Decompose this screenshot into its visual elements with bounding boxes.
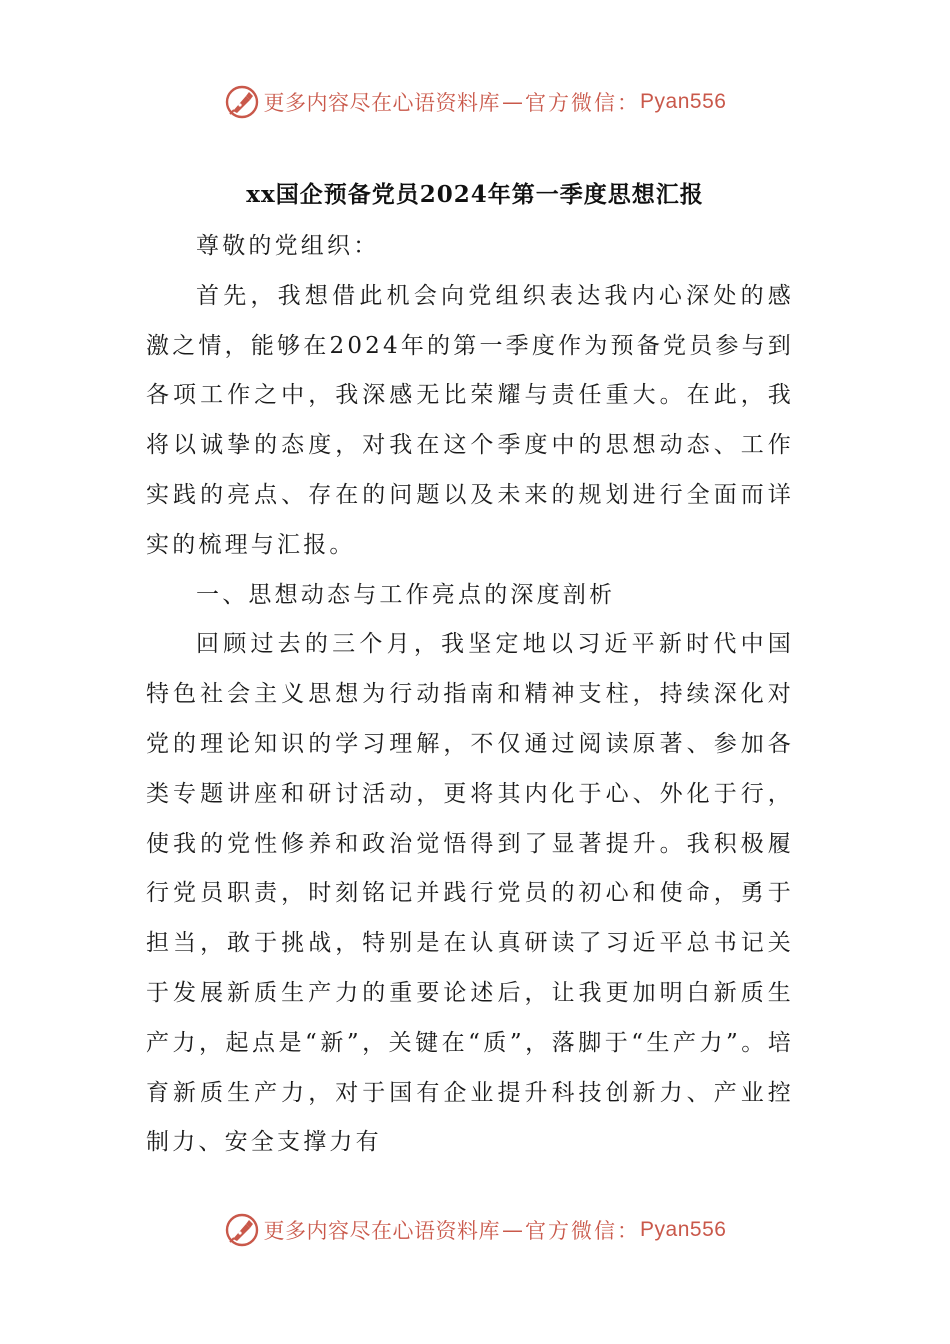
watermark-contact-id: Pyan556 (640, 90, 727, 113)
watermark-contact-label: 官方微信： (525, 1219, 641, 1243)
watermark-contact-id: Pyan556 (640, 1218, 727, 1241)
pen-nib-icon (224, 84, 260, 120)
document-title: xx国企预备党员2024年第一季度思想汇报 (246, 181, 704, 208)
watermark-contact-label: 官方微信： (525, 91, 641, 115)
footer-watermark (0, 1210, 950, 1250)
pen-nib-icon (224, 1212, 260, 1248)
watermark-text: 更多内容尽在心语资料库 (263, 91, 501, 115)
section-heading: 一、思想动态与工作亮点的深度剖析 (196, 581, 616, 608)
watermark-text: 更多内容尽在心语资料库 (263, 1219, 501, 1243)
header-watermark (0, 82, 950, 122)
watermark-separator: — (502, 1218, 524, 1242)
paragraph: 回顾过去的三个月，我坚定地以习近平新时代中国特色社会主义思想为行动指南和精神支柱，持续深化对党的理论知识的学习理解，不仅通过阅读原著、参加各类专题讲座和研讨活动，更将其内化于心、外化于行，使我的党性修养和政治觉悟得到了显著提升。我积极履行党员职责，时刻铭记并践行党员的初心和使命，勇于担当，敢于挑战，特别是在认真研读了习近平总书记关于发展新质生产力的重要论述后，让我更加明白新质生产力，起点是“新”，关键在“质”，落脚于“生产力”。培育新质生产力，对于国有企业提升科技创新力、产业控制力、安全支撑力有 (146, 631, 794, 1156)
salutation: 尊敬的党组织： (196, 233, 380, 259)
paragraph: 首先，我想借此机会向党组织表达我内心深处的感激之情，能够在2024年的第一季度作为预备党员参与到各项工作之中，我深感无比荣耀与责任重大。在此，我将以诚挚的态度，对我在这个季度中的思想动态、工作实践的亮点、存在的问题以及未来的规划进行全面而详实的梳理与汇报。 (146, 282, 794, 558)
document-body (146, 222, 794, 1168)
watermark-separator: — (502, 90, 524, 114)
